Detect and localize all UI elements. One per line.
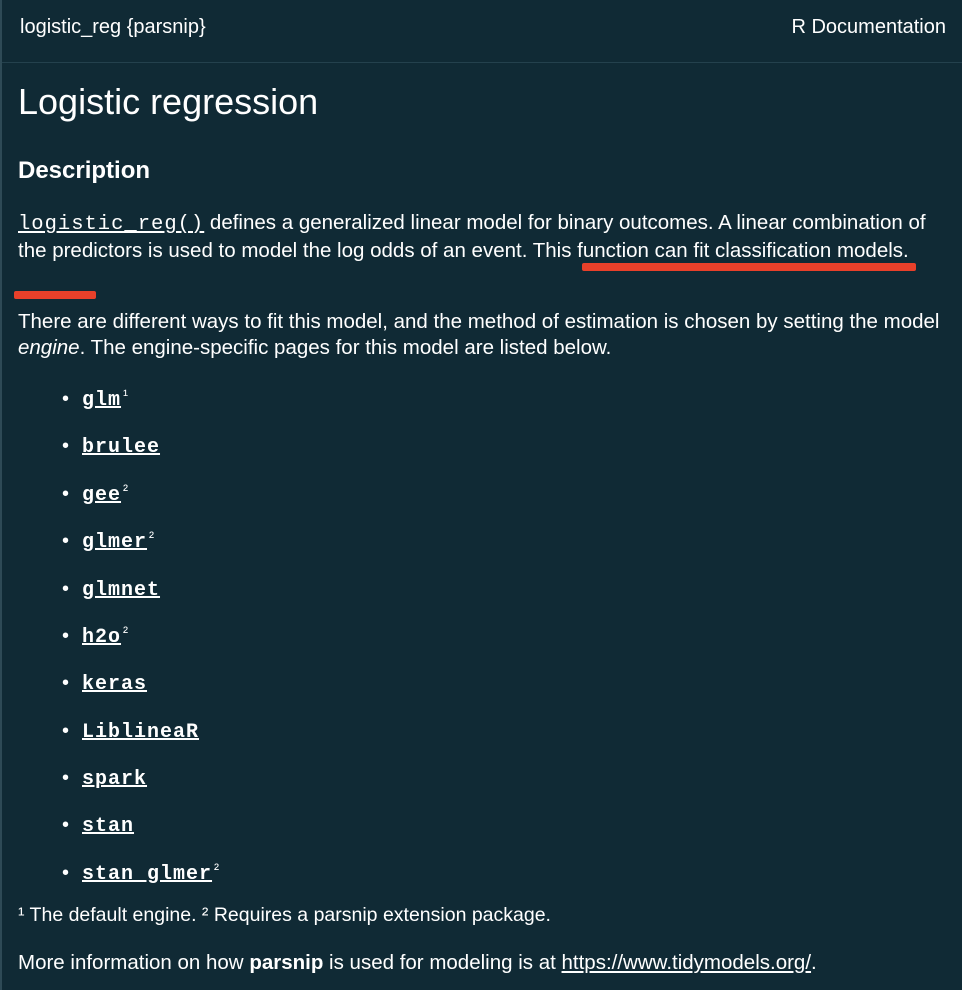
bullet-icon: • — [62, 862, 70, 884]
engine-link-glmnet[interactable]: glmnet — [82, 579, 161, 602]
doc-header — [20, 14, 946, 40]
engine-link-liblinear[interactable]: LiblineaR — [82, 721, 200, 744]
engine-link-spark[interactable]: spark — [82, 768, 148, 791]
bullet-icon: • — [62, 435, 70, 457]
engine-link-keras[interactable]: keras — [82, 673, 148, 696]
bullet-icon: • — [62, 388, 70, 410]
tidymodels-link[interactable]: https://www.tidymodels.org/ — [561, 951, 812, 974]
engine-link-brulee[interactable]: brulee — [82, 436, 161, 459]
engine-note: ¹ — [123, 387, 129, 404]
list-item — [62, 428, 162, 458]
engine-link-stan[interactable]: stan — [82, 815, 135, 838]
list-item — [62, 855, 219, 885]
parsnip-bold: parsnip — [249, 951, 324, 974]
engine-link-stan-glmer[interactable]: stan_glmer — [82, 863, 213, 886]
red-underline-annotation-2 — [14, 291, 96, 299]
more-info-text-a: More information on how — [18, 951, 250, 974]
list-item — [62, 807, 136, 837]
description-heading: Description — [18, 157, 151, 184]
list-item — [62, 523, 154, 553]
engine-intro-paragraph — [18, 309, 948, 361]
engine-link-glmer[interactable]: glmer — [82, 531, 148, 554]
engine-link-h2o[interactable]: h2o — [82, 626, 122, 649]
engine-note: ² — [214, 861, 220, 878]
engine-footnote: ¹ The default engine. ² Requires a parsnip extension package. — [18, 904, 551, 926]
list-item — [62, 618, 128, 648]
description-text-a: defines a generalized linear model for binary outcomes. A linear combination of the predictors is used to model the log odds of an event. — [18, 211, 926, 262]
topic-label: logistic_reg {parsnip} — [20, 16, 206, 38]
engine-emphasis: engine — [18, 336, 80, 359]
header-divider — [2, 62, 962, 63]
engine-note: ² — [149, 529, 155, 546]
bullet-icon: • — [62, 767, 70, 789]
doc-type-label: R Documentation — [791, 16, 946, 38]
logistic-reg-link[interactable]: logistic_reg() — [18, 213, 205, 236]
list-item — [62, 665, 149, 695]
bullet-icon: • — [62, 625, 70, 647]
more-info-text-c: . — [811, 951, 817, 974]
bullet-icon: • — [62, 530, 70, 552]
bullet-icon: • — [62, 578, 70, 600]
more-info-paragraph — [18, 950, 817, 976]
list-item — [62, 476, 128, 506]
list-item — [62, 713, 201, 743]
engine-note: ² — [123, 482, 129, 499]
more-info-text-b: is used for modeling is at — [323, 951, 562, 974]
engine-link-glm[interactable]: glm — [82, 389, 122, 412]
description-text-b: This function can fit classification models. — [532, 239, 909, 262]
bullet-icon: • — [62, 814, 70, 836]
engine-link-gee[interactable]: gee — [82, 484, 122, 507]
engine-intro-text-b: . The engine-specific pages for this model are listed below. — [79, 336, 612, 359]
page-title: Logistic regression — [18, 81, 319, 122]
engine-intro-text-a: There are different ways to fit this model, and the method of estimation is chosen by setting the model — [18, 310, 940, 333]
engine-note: ² — [123, 624, 129, 641]
list-item — [62, 571, 162, 601]
red-underline-annotation-1 — [582, 263, 916, 271]
bullet-icon: • — [62, 672, 70, 694]
bullet-icon: • — [62, 720, 70, 742]
list-item — [62, 760, 149, 790]
list-item — [62, 381, 128, 411]
description-paragraph — [18, 210, 948, 264]
bullet-icon: • — [62, 483, 70, 505]
